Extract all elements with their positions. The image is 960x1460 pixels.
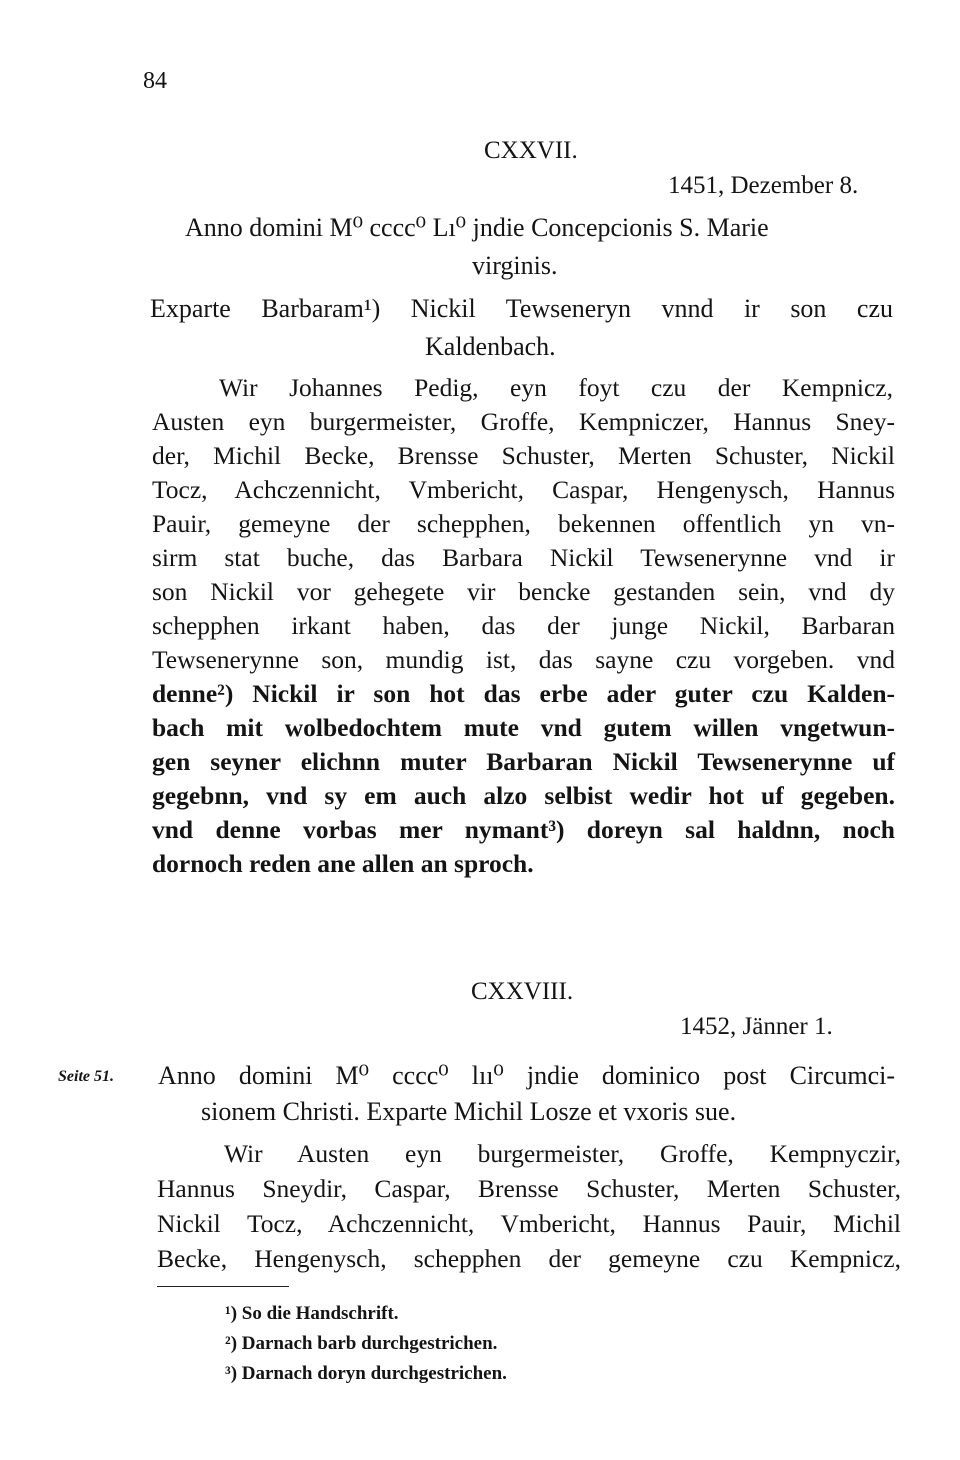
- footnote-mark: ³): [225, 1363, 238, 1384]
- footnote-divider: [157, 1286, 289, 1287]
- body-line: Austen eyn burgermeister, Groffe, Kempniczer, Hannus Sney-: [152, 407, 895, 436]
- footnote-mark: ¹): [225, 1303, 238, 1324]
- heading-line: Anno domini M⁰ cccc⁰ Lı⁰ jndie Concepcionis S. Marie: [185, 213, 769, 242]
- body-line: Tewsenerynne son, mundig ist, das sayne czu vorgeben. vnd: [152, 645, 895, 674]
- body-line: sirm stat buche, das Barbara Nickil Tewsenerynne vnd ir: [152, 543, 895, 572]
- document-date-cxxviii: 1452, Jänner 1.: [680, 1013, 833, 1040]
- body-line: Becke, Hengenysch, schepphen der gemeyne czu Kempnicz,: [157, 1244, 901, 1273]
- body-line: dornoch reden ane allen an sproch.: [152, 849, 534, 878]
- document-number-cxxviii: CXXVIII.: [471, 978, 574, 1005]
- heading-line: sionem Christi. Exparte Michil Losze et vxoris sue.: [201, 1097, 737, 1126]
- document-number-cxxvii: CXXVII.: [484, 137, 578, 164]
- body-line: Wir Austen eyn burgermeister, Groffe, Kempnyczir,: [224, 1139, 901, 1168]
- page-number: 84: [143, 68, 167, 94]
- margin-page-note: Seite 51.: [58, 1068, 114, 1085]
- document-date-cxxvii: 1451, Dezember 8.: [668, 172, 859, 199]
- body-line: schepphen irkant haben, das der junge Nickil, Barbaran: [152, 611, 895, 640]
- footnote: [225, 1333, 497, 1355]
- footnote-text: Darnach barb durchgestrichen.: [241, 1333, 498, 1354]
- heading-line: Exparte Barbaram¹) Nickil Tewseneryn vnnd ir son czu: [150, 294, 893, 323]
- body-line: vnd denne vorbas mer nymant³) doreyn sal haldnn, noch: [152, 815, 895, 844]
- footnote-mark: ²): [225, 1333, 238, 1354]
- body-line: gegebnn, vnd sy em auch alzo selbist wedir hot uf gegeben.: [152, 781, 895, 810]
- body-line: gen seyner elichnn muter Barbaran Nickil Tewsenerynne uf: [152, 747, 895, 776]
- heading-line: Kaldenbach.: [425, 332, 556, 361]
- body-line: Hannus Sneydir, Caspar, Brensse Schuster, Merten Schuster,: [157, 1174, 901, 1203]
- body-line: denne²) Nickil ir son hot das erbe ader guter czu Kalden-: [152, 679, 895, 708]
- heading-line: virginis.: [472, 251, 558, 280]
- body-line: son Nickil vor gehegete vir bencke gestanden sein, vnd dy: [152, 577, 895, 606]
- footnote: [225, 1363, 507, 1385]
- heading-line: Anno domini M⁰ cccc⁰ lıı⁰ jndie dominico post Circumci-: [158, 1061, 895, 1090]
- footnote-text: So die Handschrift.: [241, 1303, 399, 1324]
- body-line: Pauir, gemeyne der schepphen, bekennen offentlich yn vn-: [152, 509, 895, 538]
- body-line: bach mit wolbedochtem mute vnd gutem willen vngetwun-: [152, 713, 895, 742]
- footnote-text: Darnach doryn durchgestrichen.: [241, 1363, 507, 1384]
- body-line: Wir Johannes Pedig, eyn foyt czu der Kempnicz,: [219, 373, 893, 402]
- body-line: Tocz, Achczennicht, Vmbericht, Caspar, Hengenysch, Hannus: [152, 475, 895, 504]
- body-line: der, Michil Becke, Brensse Schuster, Merten Schuster, Nickil: [152, 441, 895, 470]
- footnote: [225, 1303, 399, 1325]
- body-line: Nickil Tocz, Achczennicht, Vmbericht, Hannus Pauir, Michil: [157, 1209, 901, 1238]
